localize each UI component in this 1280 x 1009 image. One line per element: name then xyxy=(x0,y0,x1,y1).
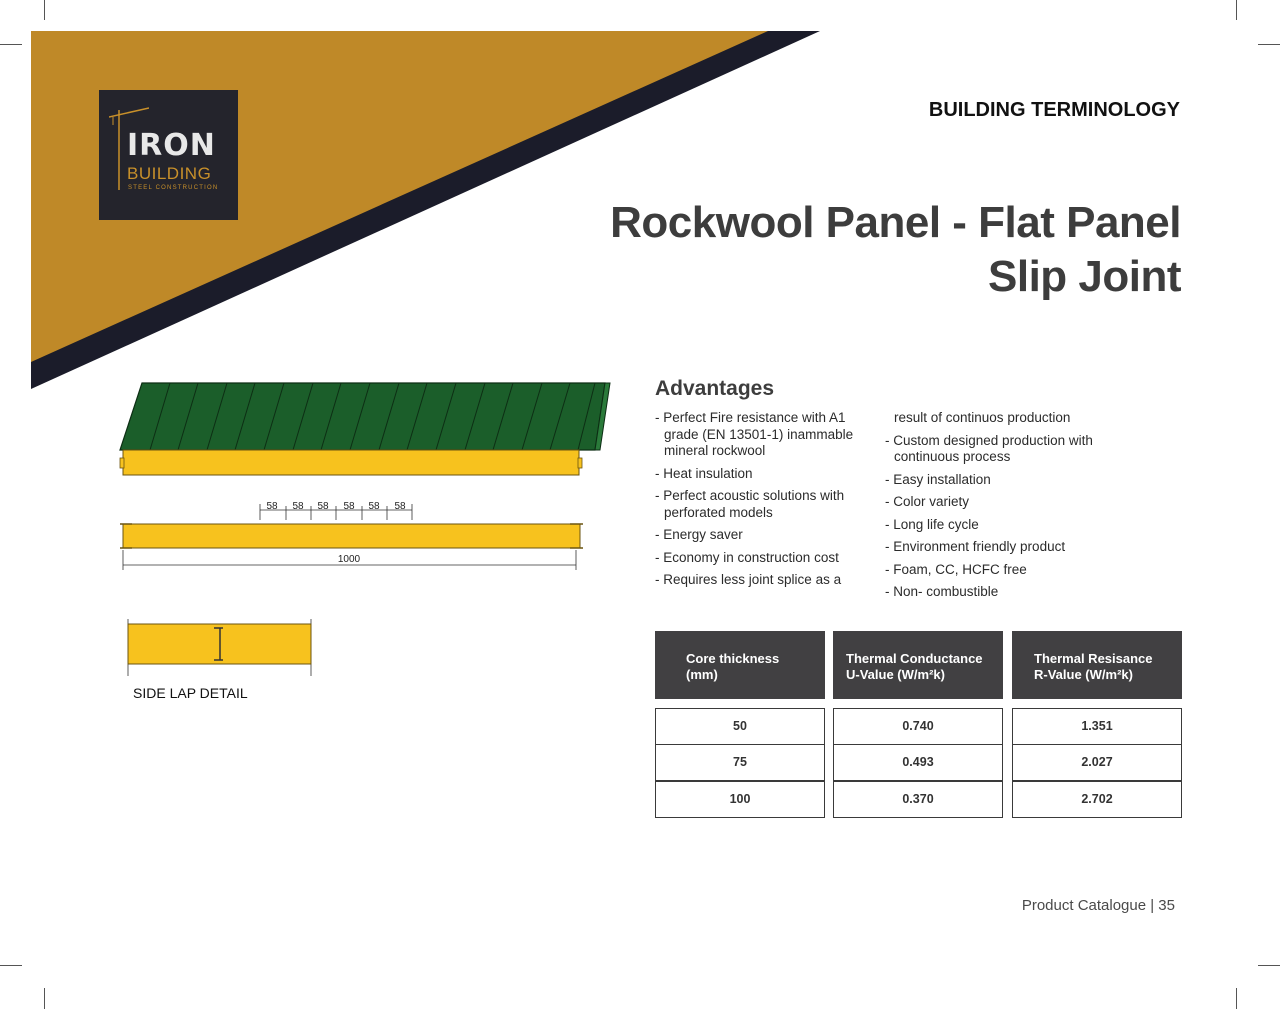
advantage-item: - Foam, CC, HCFC free xyxy=(885,561,1027,577)
advantage-item: - Perfect acoustic solutions with perforated models xyxy=(655,488,845,520)
advantage-item: - Color variety xyxy=(885,494,970,509)
crop-mark xyxy=(1236,988,1237,1009)
dim-label: 58 xyxy=(343,501,355,512)
dim-label: 58 xyxy=(317,501,329,512)
dim-label: 58 xyxy=(368,501,380,512)
title-line-2: Slip Joint xyxy=(988,252,1181,301)
crop-mark xyxy=(0,965,22,966)
advantage-item: - Custom designed production with continuous process xyxy=(885,432,1093,464)
width-label: 1000 xyxy=(337,554,361,565)
advantages-list-2 xyxy=(885,410,1100,607)
panel-core xyxy=(123,450,579,475)
table-header-cell xyxy=(833,631,1003,699)
logo-tag: STEEL CONSTRUCTION xyxy=(128,185,219,191)
header-line: R-Value (W/m²k) xyxy=(1034,667,1133,682)
table-cell: 0.740 xyxy=(833,708,1003,745)
advantages-heading: Advantages xyxy=(655,377,775,400)
panel-drawing xyxy=(110,378,620,683)
table-cell: 1.351 xyxy=(1012,708,1182,745)
table-cell: 2.702 xyxy=(1012,781,1182,818)
advantage-item: - Environment friendly product xyxy=(885,539,1066,554)
logo-sub: BUILDING xyxy=(127,164,212,183)
crop-mark xyxy=(1236,0,1237,20)
page-title xyxy=(610,196,1181,304)
page-footer: Product Catalogue | 35 xyxy=(1021,897,1175,914)
panel-section xyxy=(123,524,580,548)
header-line: Core thickness xyxy=(686,651,780,666)
advantages-list-1 xyxy=(655,410,870,595)
table-cell: 50 xyxy=(655,708,825,745)
table-header-cell xyxy=(655,631,825,699)
dim-label: 58 xyxy=(292,501,304,512)
advantage-item: result of continuos production xyxy=(894,410,1071,425)
dim-label: 58 xyxy=(394,501,406,512)
header-line: Thermal Conductance xyxy=(846,651,983,666)
crop-mark xyxy=(44,988,45,1009)
side-lap-label: SIDE LAP DETAIL xyxy=(133,685,248,701)
company-logo xyxy=(99,90,238,220)
crop-mark xyxy=(1258,44,1280,45)
dim-label: 58 xyxy=(266,501,278,512)
advantage-item: - Perfect Fire resistance with A1 grade (EN 13501-1) inammable mineral rockwool xyxy=(655,410,854,458)
advantage-item: - Heat insulation xyxy=(655,465,753,481)
advantage-item: - Long life cycle xyxy=(885,516,979,532)
advantage-item: - Economy in construction cost xyxy=(655,549,839,565)
table-cell: 75 xyxy=(655,744,825,781)
header-line: U-Value (W/m²k) xyxy=(846,667,945,682)
advantage-item: - Requires less joint splice as a xyxy=(655,572,842,587)
logo-word: IRON xyxy=(127,128,216,163)
table-header-cell xyxy=(1012,631,1182,699)
section-label: BUILDING TERMINOLOGY xyxy=(928,99,1180,121)
side-lap-detail xyxy=(128,619,311,676)
table-cell: 0.493 xyxy=(833,744,1003,781)
header-line: (mm) xyxy=(686,667,718,682)
header-line: Thermal Resisance xyxy=(1034,651,1153,666)
crop-mark xyxy=(1258,965,1280,966)
title-line-1: Rockwool Panel - Flat Panel xyxy=(610,198,1181,247)
table-cell: 0.370 xyxy=(833,781,1003,818)
advantage-item: - Easy installation xyxy=(885,471,991,487)
advantage-item: - Non- combustible xyxy=(885,584,999,599)
table-cell: 100 xyxy=(655,781,825,818)
advantage-item: - Energy saver xyxy=(655,527,743,542)
table-cell: 2.027 xyxy=(1012,744,1182,781)
